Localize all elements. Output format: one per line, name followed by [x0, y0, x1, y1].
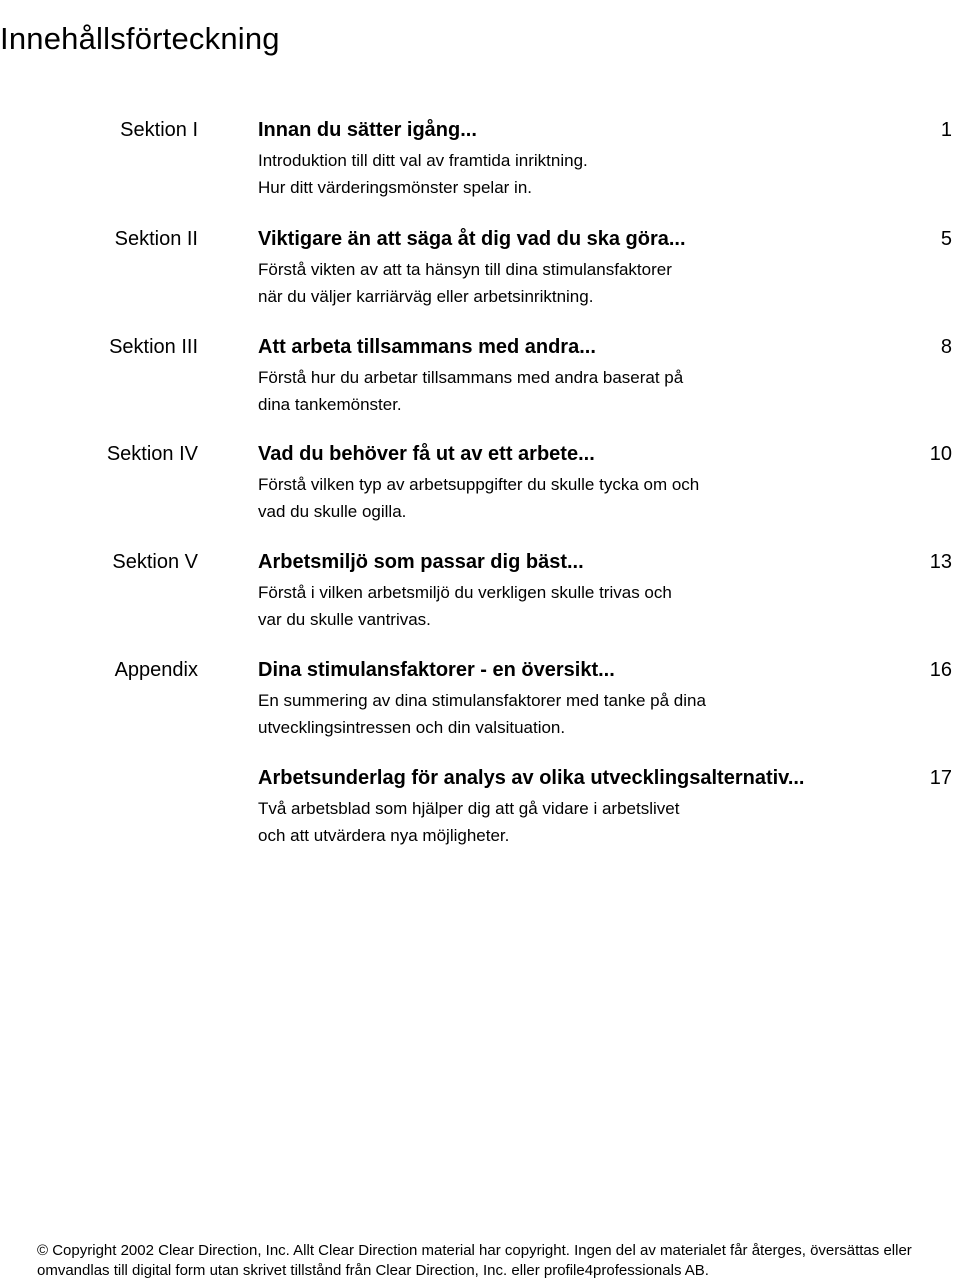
entry-description [258, 687, 778, 741]
page-number: 10 [929, 443, 952, 465]
description-line: Två arbetsblad som hjälper dig att gå vidare i arbetslivet [258, 799, 680, 818]
page-number: 1 [940, 119, 952, 141]
description-line: när du väljer karriärväg eller arbetsinriktning. [258, 287, 594, 306]
page-title: Innehållsförteckning [0, 20, 280, 56]
description-line: utvecklingsintressen och din valsituation. [258, 718, 566, 737]
description-line: Hur ditt värderingsmönster spelar in. [258, 178, 533, 197]
entry-description [258, 364, 778, 418]
entry-title: Innan du sätter igång... [258, 119, 477, 141]
page-number: 16 [929, 659, 952, 681]
page-number: 13 [929, 551, 952, 573]
entry-title: Arbetsunderlag för analys av olika utvecklingsalternativ... [258, 767, 805, 789]
entry-description [258, 795, 778, 849]
description-line: Förstå vikten av att ta hänsyn till dina stimulansfaktorer [258, 260, 672, 279]
section-label: Appendix [114, 659, 198, 681]
page-number: 8 [940, 336, 952, 358]
section-label: Sektion IV [106, 443, 198, 465]
description-line: En summering av dina stimulansfaktorer med tanke på dina [258, 691, 706, 710]
entry-title: Viktigare än att säga åt dig vad du ska göra... [258, 228, 686, 250]
description-line: Förstå hur du arbetar tillsammans med andra baserat på [258, 368, 684, 387]
section-label: Sektion V [112, 551, 198, 573]
entry-description [258, 579, 778, 633]
entry-title: Dina stimulansfaktorer - en översikt... [258, 659, 615, 681]
entry-title: Vad du behöver få ut av ett arbete... [258, 443, 595, 465]
description-line: och att utvärdera nya möjligheter. [258, 826, 510, 845]
section-label: Sektion I [120, 119, 198, 141]
description-line: Förstå i vilken arbetsmiljö du verkligen skulle trivas och [258, 583, 672, 602]
copyright-footer [37, 1241, 960, 1281]
description-line: vad du skulle ogilla. [258, 502, 407, 521]
copyright-line: © Copyright 2002 Clear Direction, Inc. Allt Clear Direction material har copyright. Ingen del av materialet får återges, översättas eller [37, 1242, 912, 1259]
description-line: dina tankemönster. [258, 395, 402, 414]
section-label: Sektion II [114, 228, 198, 250]
entry-title: Arbetsmiljö som passar dig bäst... [258, 551, 584, 573]
description-line: var du skulle vantrivas. [258, 610, 431, 629]
page-number: 5 [940, 228, 952, 250]
section-label: Sektion III [109, 336, 198, 358]
entry-description [258, 471, 778, 525]
entry-description [258, 147, 778, 201]
description-line: Förstå vilken typ av arbetsuppgifter du skulle tycka om och [258, 475, 700, 494]
page-number: 17 [929, 767, 952, 789]
entry-title: Att arbeta tillsammans med andra... [258, 336, 596, 358]
copyright-line: omvandlas till digital form utan skrivet tillstånd från Clear Direction, Inc. eller profile4professionals AB. [37, 1262, 709, 1279]
entry-description [258, 256, 778, 310]
description-line: Introduktion till ditt val av framtida inriktning. [258, 151, 588, 170]
